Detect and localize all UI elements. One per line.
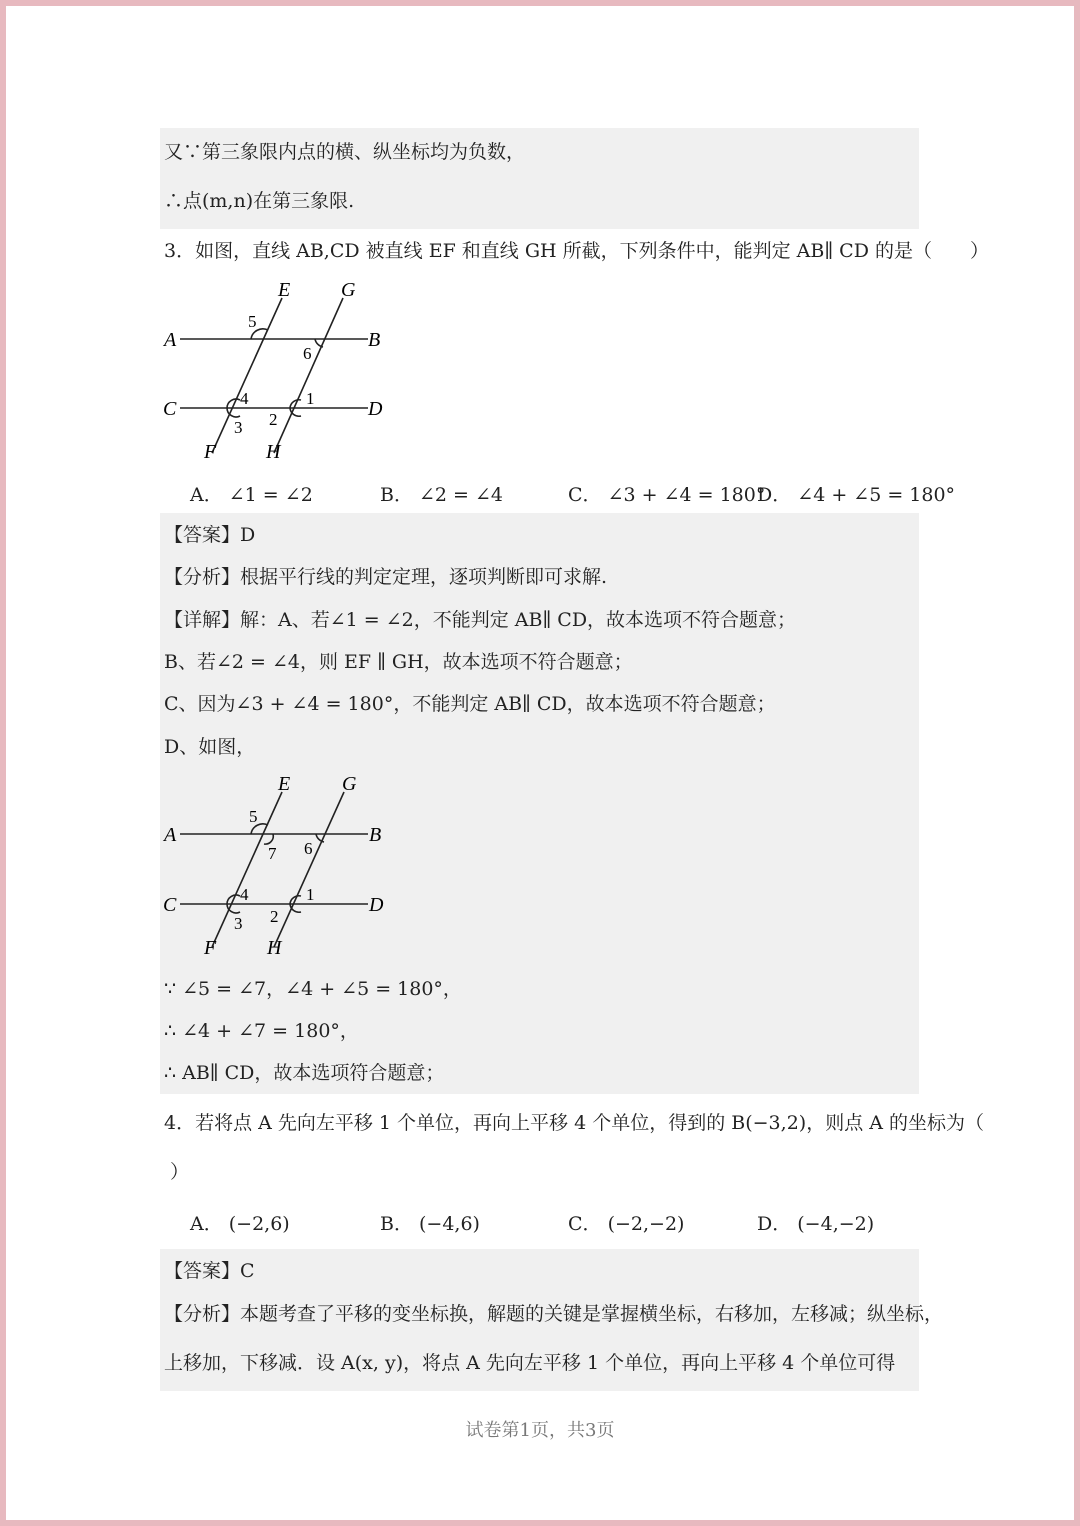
q3-proof-3: ∴ AB∥ CD，故本选项符合题意； [164,1062,445,1084]
q3-detail-a: 【详解】解：A、若∠1 = ∠2，不能判定 AB∥ CD，故本选项不符合题意； [164,609,797,631]
angle-5-label: 5 [248,312,257,331]
q4-answer: 【答案】C [164,1260,255,1282]
prev-line-1: 又∵第三象限内点的横、纵坐标均为负数， [164,141,526,163]
q3-option-a: A． ∠1 = ∠2 [190,484,313,506]
q3-detail-d: D、如图， [164,736,256,758]
label-e: E [278,279,291,301]
angle-7-label: 7 [268,844,277,863]
label-g: G [342,773,357,795]
angle-3-arc [227,904,240,913]
q3-proof-1: ∵ ∠5 = ∠7，∠4 + ∠5 = 180°， [164,978,462,1000]
angle-3-label: 3 [234,914,243,933]
label-f: F [204,441,217,463]
label-e: E [278,773,291,795]
angle-2-label: 2 [269,410,278,429]
label-g: G [341,279,356,301]
angle-7-arc [264,834,273,844]
label-b: B [369,824,382,846]
angle-5-label: 5 [249,807,258,826]
q3-detail-b: B、若∠2 = ∠4，则 EF ∥ GH，故本选项不符合题意； [164,651,633,673]
label-a: A [164,824,177,846]
label-a: A [164,329,177,351]
q4-analysis-1: 【分析】本题考查了平移的变坐标换，解题的关键是掌握横坐标，右移加，左移减；纵坐标， [164,1303,944,1325]
angle-1-label: 1 [306,885,315,904]
label-c: C [163,398,177,420]
label-c: C [163,894,177,916]
q4-stem: 4．若将点 A 先向左平移 1 个单位，再向上平移 4 个单位，得到的 B(−3,2)，则点 A 的坐标为（ [164,1112,984,1134]
angle-2-arc [290,904,301,912]
q4-analysis-2: 上移加，下移减．设 A(x, y)，将点 A 先向左平移 1 个单位，再向上平移 4 个单位可得 [164,1352,896,1374]
angle-3-label: 3 [234,418,243,437]
angle-4-label: 4 [240,389,249,408]
q4-option-d: D． (−4,−2) [757,1213,875,1235]
label-h: H [266,441,281,463]
q3-option-d: D． ∠4 + ∠5 = 180° [757,484,956,506]
label-h: H [267,937,282,959]
q4-option-a: A． (−2,6) [190,1213,290,1235]
angle-2-label: 2 [270,907,279,926]
angle-4-label: 4 [240,885,249,904]
q3-analysis: 【分析】根据平行线的判定定理，逐项判断即可求解. [164,566,608,588]
q4-option-b: B． (−4,6) [380,1213,480,1235]
q4-option-c: C． (−2,−2) [568,1213,685,1235]
angle-6-label: 6 [303,344,312,363]
label-b: B [368,329,381,351]
q3-option-b: B． ∠2 = ∠4 [380,484,504,506]
page-footer: 试卷第1页，共3页 [465,1420,615,1441]
angle-1-label: 1 [306,389,315,408]
q3-stem: 3．如图，直线 AB,CD 被直线 EF 和直线 GH 所截，下列条件中，能判定 AB∥ CD 的是（ ） [164,240,989,262]
q3-option-c: C． ∠3 + ∠4 = 180° [568,484,766,506]
prev-line-2: ∴点(m,n)在第三象限. [164,190,355,212]
q3-proof-2: ∴ ∠4 + ∠7 = 180°， [164,1020,359,1042]
angle-6-label: 6 [304,839,313,858]
label-d: D [369,894,384,916]
q3-answer: 【答案】D [164,524,256,546]
line-gh [274,792,344,947]
q3-detail-c: C、因为∠3 + ∠4 = 180°，不能判定 AB∥ CD，故本选项不符合题意； [164,693,776,715]
line-gh [274,298,343,453]
q3-figure [160,278,400,468]
label-f: F [204,937,217,959]
q3-solution-figure [160,772,400,962]
label-d: D [368,398,383,420]
q4-stem-end: ） [170,1161,190,1183]
line-ef [212,298,282,453]
